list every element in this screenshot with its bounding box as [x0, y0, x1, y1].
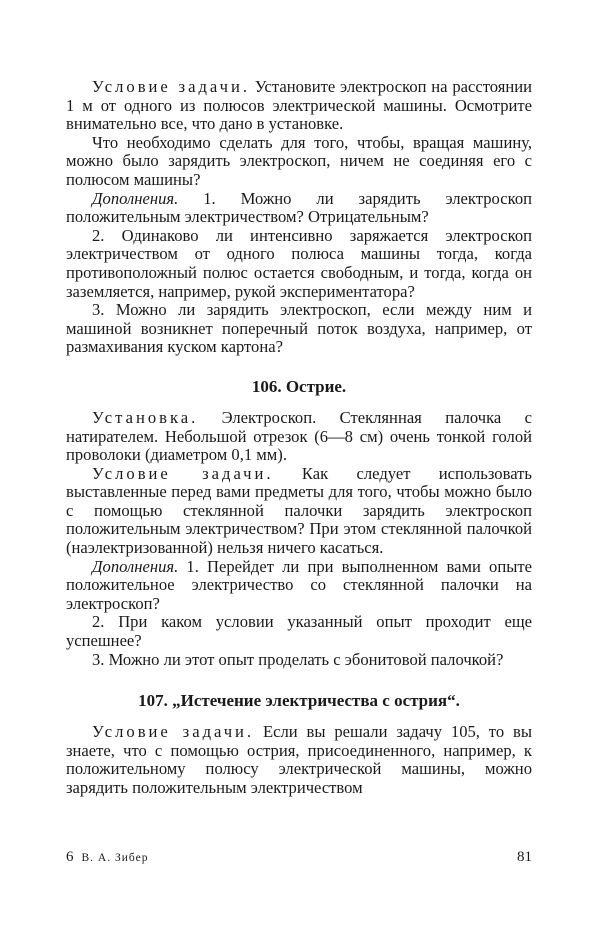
paragraph-task-condition [66, 465, 532, 558]
spaced-label: Установка. [92, 407, 199, 427]
spaced-label: Условие задачи. [92, 722, 255, 742]
paragraph-text: 1. Перейдет ли при выполненном вами опыте положительное электричество со стеклянной палочки на электроскоп? [66, 556, 532, 613]
spaced-label: Условие задачи. [92, 463, 274, 483]
paragraph-supplement-2: 2. При каком условии указанный опыт проходит еще успешнее? [66, 612, 532, 651]
paragraph-text: 1. Можно ли зарядить электроскоп положительным электричеством? Отрицательным? [66, 188, 532, 227]
page-number: 81 [517, 849, 532, 865]
paragraph-text: Установите электроскоп на расстоянии 1 м от одного из полюсов электрической машины. Осмотрите внимательно все, что дано в установке. [66, 77, 532, 134]
paragraph-supplement-3: 3. Можно ли этот опыт проделать с эбонитовой палочкой? [92, 649, 504, 669]
paragraph-supplement-2: 2. Одинаково ли интенсивно заряжается электроскоп электричеством от одного полюса машины тогда, когда противоположный полюс остается свободным, и тогда, когда он заземляется, например, рукой экспериментатора? [66, 225, 532, 301]
signature-number: 6 [66, 849, 74, 865]
paragraph-task-condition [66, 723, 532, 797]
spaced-label: Условие задачи. [92, 77, 250, 96]
section-heading-107: 107. „Истечение электричества с острия“. [138, 691, 460, 711]
printer-signature [66, 848, 148, 867]
page-body [66, 78, 532, 798]
paragraph-supplements [66, 558, 532, 614]
section-heading-106: 106. Острие. [251, 376, 347, 396]
paragraph-text: Если вы решали задачу 105, то вы знаете, что с помощью острия, присоединенного, например, к положительному полюсу электрической машины, можно зарядить положительным электричеством [66, 722, 532, 797]
paragraph-supplement-3: 3. Можно ли зарядить электроскоп, если между ним и машиной возникнет поперечный поток воздуха, например, от размахивания куском картона? [66, 300, 532, 357]
italic-label: Дополнения. [92, 188, 179, 208]
paragraph-text: Как следует использовать выставленные перед вами предметы для того, чтобы можно было с помощью стеклянной палочки зарядить электроскоп положительным электричеством? При этом стеклянной палочкой (наэлектризованной) нельзя ничего касаться. [66, 463, 532, 558]
paragraph-supplements [66, 190, 532, 227]
italic-label: Дополнения. [92, 556, 179, 576]
paragraph-task-condition [66, 78, 532, 134]
signature-author: В. А. Зибер [81, 852, 149, 864]
paragraph-text: Электроскоп. Стеклянная палочка с натирателем. Небольшой отрезок (6—8 см) очень тонкой голой проволоки (диаметром 0,1 мм). [66, 407, 532, 465]
paragraph-question: Что необходимо сделать для того, чтобы, вращая машину, можно было зарядить электроскоп, ничем не соединяя его с полюсом машины? [66, 132, 532, 189]
paragraph-setup [66, 409, 532, 465]
